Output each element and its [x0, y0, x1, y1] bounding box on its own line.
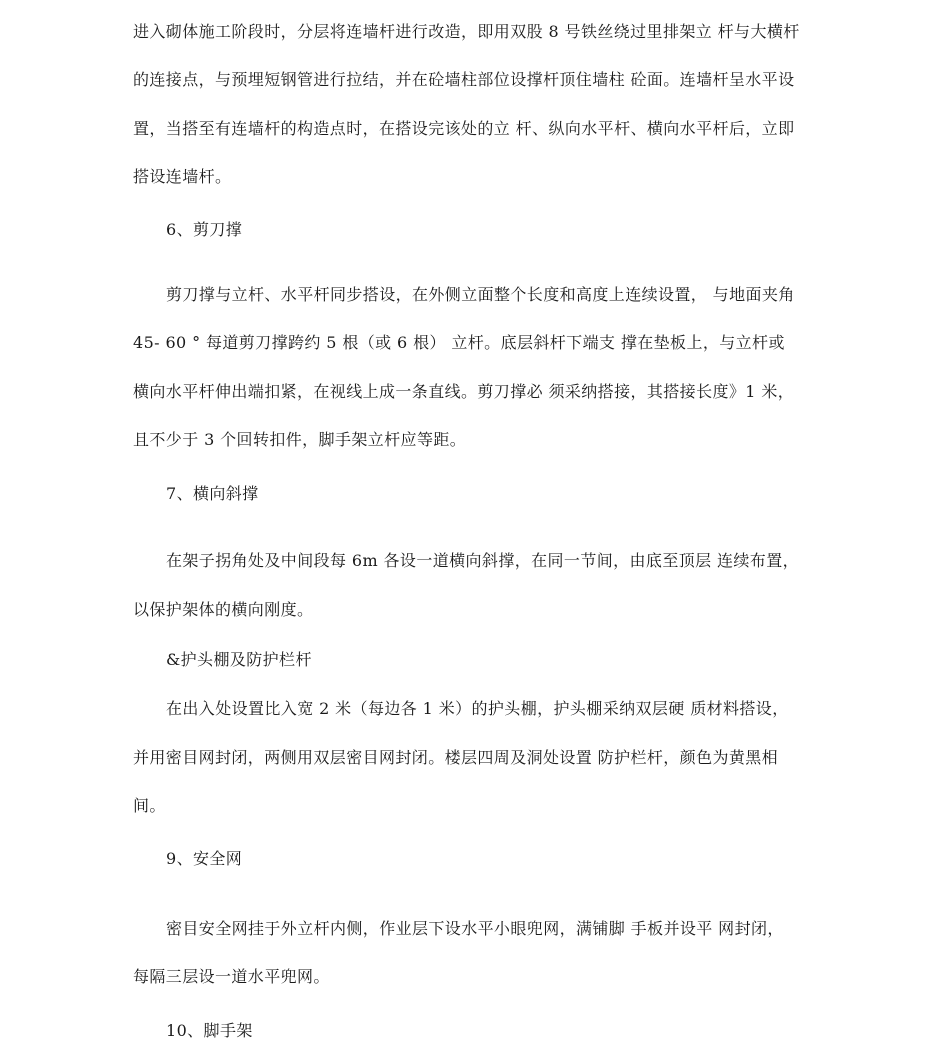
- body-line-10: 以保护架体的横向刚度。: [133, 600, 314, 619]
- body-line-11: 在出入处设置比入宽 2 米（每边各 1 米）的护头棚，护头棚采纳双层硬 质材料搭设，: [166, 699, 789, 718]
- body-line-4: 搭设连墙杆。: [133, 167, 232, 186]
- body-line-14: 密目安全网挂于外立杆内侧，作业层下设水平小眼兜网，满铺脚 手板并设平 网封闭，: [166, 919, 784, 938]
- body-line-2: 的连接点，与预埋短钢管进行拉结，并在砼墙柱部位设撑杆顶住墙柱 砼面。连墙杆呈水平设: [133, 70, 795, 89]
- body-line-7: 横向水平杆伸出端扣紧，在视线上成一条直线。剪刀撑必 须采纳搭接，其搭接长度》1 米，: [133, 382, 795, 401]
- body-line-9: 在架子拐角处及中间段每 6m 各设一道横向斜撑，在同一节间，由底至顶层 连续布置，: [166, 551, 800, 570]
- section-heading-9: 9、安全网: [166, 849, 243, 868]
- section-heading-6: 6、剪刀撑: [166, 220, 243, 239]
- body-line-8: 且不少于 3 个回转扣件，脚手架立杆应等距。: [133, 430, 467, 449]
- section-heading-10: 10、脚手架: [166, 1021, 253, 1040]
- body-line-5: 剪刀撑与立杆、水平杆同步搭设，在外侧立面整个长度和高度上连续设置， 与地面夹角: [166, 285, 795, 304]
- body-line-13: 间。: [133, 796, 166, 815]
- body-line-1: 进入砌体施工阶段时，分层将连墙杆进行改造，即用双股 8 号铁丝绕过里排架立 杆与大横杆: [133, 22, 800, 41]
- body-line-3: 置，当搭至有连墙杆的构造点时，在搭设完该处的立 杆、纵向水平杆、横向水平杆后，立即: [133, 119, 795, 138]
- body-line-15: 每隔三层设一道水平兜网。: [133, 967, 330, 986]
- body-line-12: 并用密目网封闭，两侧用双层密目网封闭。楼层四周及洞处设置 防护栏杆，颜色为黄黑相: [133, 748, 779, 767]
- section-heading-8: &护头棚及防护栏杆: [166, 650, 312, 669]
- section-heading-7: 7、横向斜撑: [166, 484, 259, 503]
- body-line-6: 45- 60 ° 每道剪刀撑跨约 5 根（或 6 根） 立杆。底层斜杆下端支 撑在垫板上，与立杆或: [133, 333, 785, 352]
